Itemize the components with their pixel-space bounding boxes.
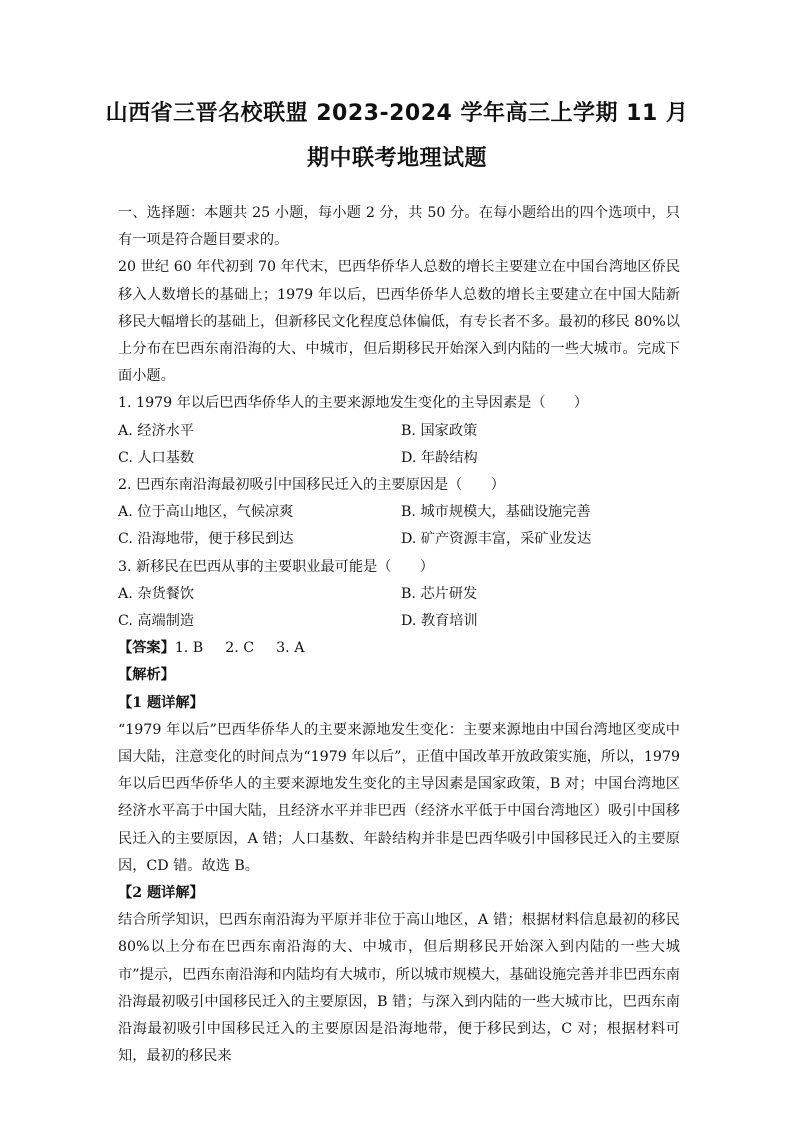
question-3-options-row1 [118, 581, 680, 608]
q3-option-d: D. 教育培训 [401, 613, 478, 630]
question-3-stem: 3. 新移民在巴西从事的主要职业最可能是（ ） [118, 558, 434, 575]
q3-option-a: A. 杂货餐饮 [118, 585, 195, 602]
doc-body [118, 200, 680, 1071]
q2-option-c: C. 沿海地带，便于移民到达 [118, 531, 294, 548]
doc-title-line1: 山西省三晋名校联盟 2023-2024 学年高三上学期 11 月 [105, 101, 689, 126]
detail-2-text: 结合所学知识，巴西东南沿海为平原并非位于高山地区，A 错；根据材料信息最初的移民 80%以上分布在巴西东南沿海的大、中城市，但后期移民开始深入到内陆的一些大城市”提示，巴西东南沿海和内陆均有大城市，所以城市规模大，基础设施完善并非巴西东南沿海最初吸引中国移民迁入的主要原因，B 错；与深入到内陆的一些大城市比，巴西东南沿海最初吸引中国移民迁入的主要原因是沿海地带，便于移民到达，C 对；根据材料可知，最初的移民来 [118, 912, 680, 1065]
question-1-options-row1 [118, 418, 680, 445]
question-2-stem: 2. 巴西东南沿海最初吸引中国移民迁入的主要原因是（ ） [118, 477, 505, 494]
question-2-options-row1 [118, 499, 680, 526]
doc-title-line2: 期中联考地理试题 [306, 146, 487, 171]
q1-option-b: B. 国家政策 [401, 422, 478, 439]
question-1-stem: 1. 1979 年以后巴西华侨华人的主要来源地发生变化的主导因素是（ ） [118, 395, 589, 412]
q1-option-d: D. 年龄结构 [401, 449, 478, 466]
question-1-options-row2 [118, 445, 680, 472]
answer-line [118, 635, 680, 662]
q3-option-b: B. 芯片研发 [401, 585, 478, 602]
q3-option-c: C. 高端制造 [118, 613, 195, 630]
q2-option-b: B. 城市规模大，基础设施完善 [401, 504, 591, 521]
answer-label: 【答案】 [118, 640, 175, 657]
q1-option-c: C. 人口基数 [118, 449, 195, 466]
analysis-label: 【解析】 [118, 667, 175, 684]
answer-item-2: 2. C [225, 640, 255, 657]
q2-option-d: D. 矿产资源丰富，采矿业发达 [401, 531, 592, 548]
material-paragraph: 20 世纪 60 年代初到 70 年代末，巴西华侨华人总数的增长主要建立在中国台湾地区侨民移入人数增长的基础上；1979 年以后，巴西华侨华人总数的增长主要建立在中国大陆新移民大幅增长的基础上，但新移民文化程度总体偏低，有专长者不多。最初的移民 80%以上分布在巴西东南沿海的大、中城市，但后期移民开始深入到内陆的一些大城市。完成下面小题。 [118, 259, 680, 385]
q1-option-a: A. 经济水平 [118, 422, 195, 439]
answer-item-3: 3. A [276, 640, 305, 657]
detail-2-label: 【2 题详解】 [118, 885, 204, 902]
detail-1-label: 【1 题详解】 [118, 694, 204, 711]
question-3-options-row2 [118, 608, 680, 635]
question-2-options-row2 [118, 526, 680, 553]
q2-option-a: A. 位于高山地区，气候凉爽 [118, 504, 294, 521]
section-intro: 一、选择题：本题共 25 小题，每小题 2 分，共 50 分。在每小题给出的四个选项中，只有一项是符合题目要求的。 [118, 205, 680, 249]
detail-1-text: “1979 年以后”巴西华侨华人的主要来源地发生变化：主要来源地由中国台湾地区变成中国大陆，注意变化的时间点为“1979 年以后”，正值中国改革开放政策实施，所以，1979 年以后巴西华侨华人的主要来源地发生变化的主导因素是国家政策，B 对；中国台湾地区经济水平高于中国大陆，且经济水平并非巴西（经济水平低于中国台湾地区）吸引中国移民迁入的主要原因，A 错；人口基数、年龄结构并非是巴西华吸引中国移民迁入的主要原因，CD 错。故选 B。 [118, 721, 680, 874]
answer-item-1: 1. B [174, 640, 204, 657]
